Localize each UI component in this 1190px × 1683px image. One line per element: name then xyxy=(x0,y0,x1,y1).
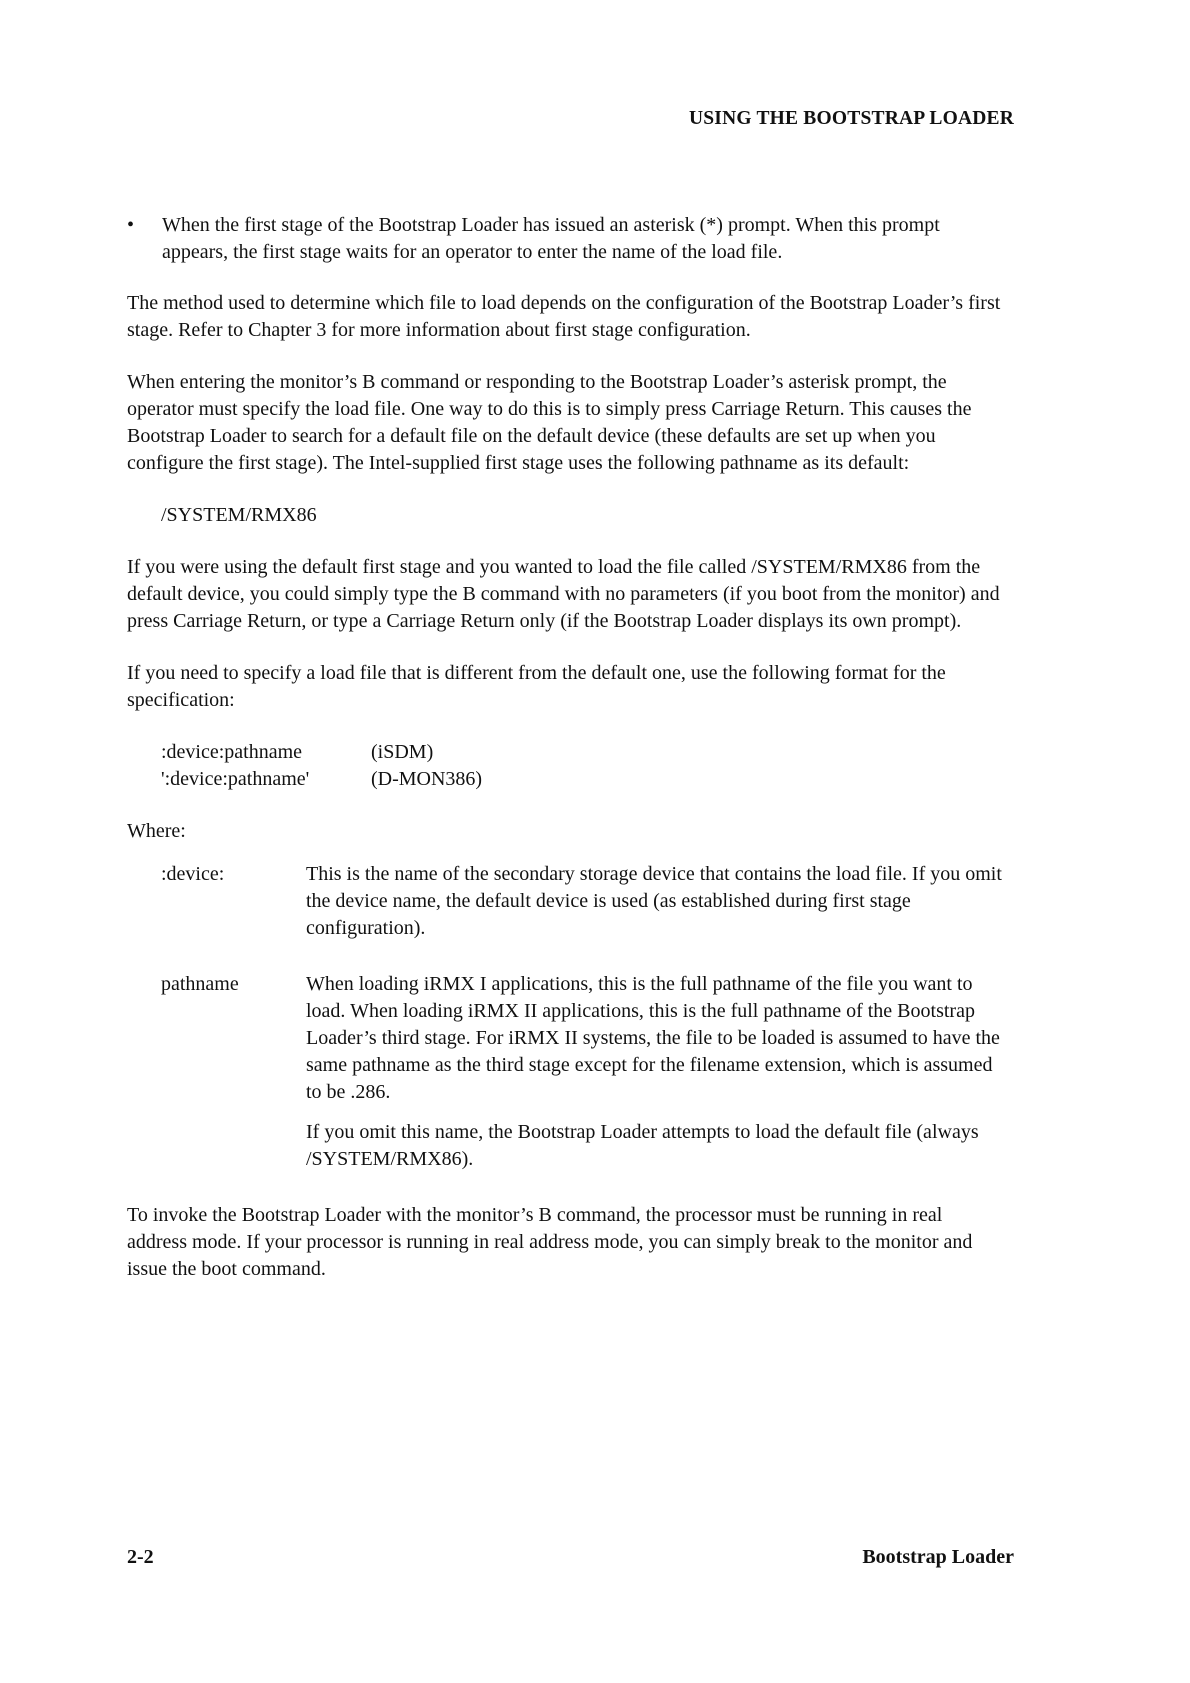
format-syntax: ':device:pathname' xyxy=(161,768,310,790)
definition-device xyxy=(161,861,1007,955)
format-row xyxy=(161,739,1007,766)
format-row xyxy=(161,766,1007,793)
format-monitor: (iSDM) xyxy=(371,741,434,763)
format-monitor: (D-MON386) xyxy=(371,768,483,790)
bullet-item xyxy=(127,212,1007,266)
definition-text: If you omit this name, the Bootstrap Loader attempts to load the default file (always /SYSTEM/RMX86). xyxy=(306,1121,979,1170)
format-syntax: :device:pathname xyxy=(161,741,303,763)
definition-list xyxy=(161,861,1007,1186)
definition-term: pathname xyxy=(161,973,239,995)
footer-section-title: Bootstrap Loader xyxy=(862,1546,1014,1568)
page-number: 2-2 xyxy=(127,1546,154,1568)
running-header: USING THE BOOTSTRAP LOADER xyxy=(688,108,1014,129)
format-list xyxy=(161,739,1007,793)
definition-term: :device: xyxy=(161,863,225,885)
definition-pathname xyxy=(161,971,1007,1186)
body-text xyxy=(127,212,1007,1308)
definition-text: This is the name of the secondary storage device that contains the load file. If you omit the device name, the default device is used (as established during first stage configuration). xyxy=(306,863,1002,939)
default-pathname: /SYSTEM/RMX86 xyxy=(161,504,317,526)
bullet-icon: • xyxy=(127,214,135,236)
paragraph-load-method: The method used to determine which file to load depends on the configuration of the Bootstrap Loader’s first stage. Refer to Chapter 3 for more information about first stage configuration. xyxy=(127,292,1001,341)
paragraph-default-example: If you were using the default first stage and you wanted to load the file called /SYSTEM/RMX86 from the default device, you could simply type the B command with no parameters (if you boot from the monitor) and press Carriage Return, or type a Carriage Return only (if the Bootstrap Loader displays its own prompt). xyxy=(127,556,1000,632)
paragraph-invoke-loader: To invoke the Bootstrap Loader with the monitor’s B command, the processor must be running in real address mode. If your processor is running in real address mode, you can simply break to the monitor and issue the boot command. xyxy=(127,1204,973,1280)
where-label: Where: xyxy=(127,820,186,842)
definition-text: When loading iRMX I applications, this is the full pathname of the file you want to load. When loading iRMX II applications, this is the full pathname of the Bootstrap Loader’s third stage. For iRMX II systems, the file to be loaded is assumed to have the same pathname as the third stage except for the filename extension, which is assumed to be .286. xyxy=(306,973,1000,1103)
bullet-text: When the first stage of the Bootstrap Loader has issued an asterisk (*) prompt. When this prompt appears, the first stage waits for an operator to enter the name of the load file. xyxy=(162,214,940,263)
definition-description xyxy=(306,861,1007,955)
paragraph-specify-load-file: When entering the monitor’s B command or responding to the Bootstrap Loader’s asterisk prompt, the operator must specify the load file. One way to do this is to simply press Carriage Return. This causes the Bootstrap Loader to search for a default file on the default device (these defaults are set up when you configure the first stage). The Intel-supplied first stage uses the following pathname as its default: xyxy=(127,371,972,474)
paragraph-format-intro: If you need to specify a load file that is different from the default one, use the following format for the specification: xyxy=(127,662,946,711)
definition-description xyxy=(306,971,1007,1186)
